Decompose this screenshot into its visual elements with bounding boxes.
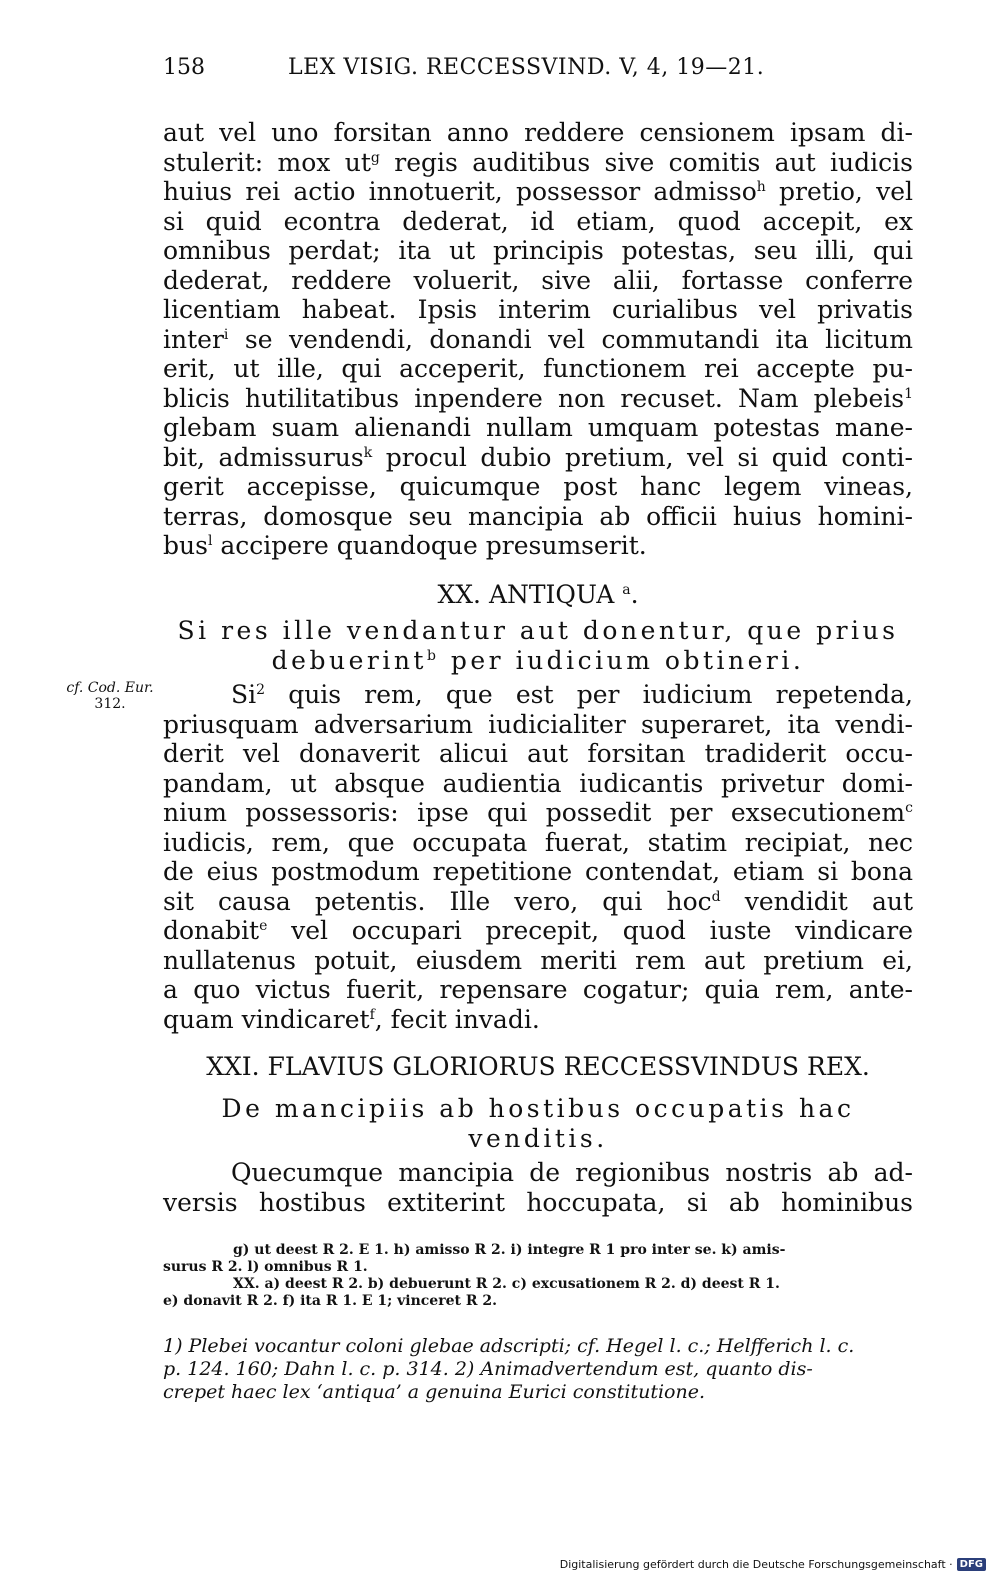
text-line: De mancipiis ab hostibus occupatis hac xyxy=(221,1094,855,1123)
text-line: si quid econtra dederat, id etiam, quod accepit, ex xyxy=(163,206,913,236)
footnote-line: crepet haec lex ‘antiqua’ a genuina Eurici constitutione. xyxy=(163,1381,706,1403)
footnote-marker: i xyxy=(223,326,229,343)
critical-apparatus xyxy=(163,1242,913,1310)
section-20-heading: XX. ANTIQUA $^a$. xyxy=(437,580,639,609)
text-line: stulerit: mox $ut^g$ regis auditibus sive comitis aut iudicis xyxy=(163,147,913,177)
text-line: Quecumque mancipia de regionibus nostris ab ad- xyxy=(231,1158,913,1187)
text-line: Si res ille vendantur aut donentur, que prius xyxy=(177,616,899,645)
footnote-marker: d xyxy=(711,888,721,905)
section-21-text xyxy=(163,1158,913,1217)
text-line: a quo victus fuerit, repensare cogatur; quia rem, ante- xyxy=(163,975,913,1004)
section-20-rubric xyxy=(163,616,913,675)
footnote-marker: 2 xyxy=(256,682,266,698)
text-line: huius rei actio innotuerit, possessor admisso$^h$ pretio, vel xyxy=(163,177,913,206)
margin-note xyxy=(55,680,165,712)
footnote-marker: g xyxy=(370,149,380,166)
text-line: blicis hutilitatibus inpendere non recuset. Nam plebeis$^1$ xyxy=(163,383,913,413)
apparatus-line: e) donavit R 2. f) ita R 1. E 1; vinceret R 2. xyxy=(163,1293,497,1309)
text-line: nullatenus potuit, eiusdem meriti rem aut pretium ei, xyxy=(163,945,913,975)
text-line: erit, ut ille, qui acceperit, functionem rei accepte pu- xyxy=(163,354,913,383)
text-line: bit, admissurus$^k$ procul dubio pretium, vel si quid conti- xyxy=(163,442,913,472)
apparatus-line: g) ut deest R 2. E 1. h) amisso R 2. i) integre R 1 pro inter se. k) amis- xyxy=(233,1242,786,1258)
text-line: iudicis, rem, que occupata fuerat, statim recipiat, nec xyxy=(163,827,913,857)
section-21-title: XXI. FLAVIUS GLORIORUS RECCESSVINDUS REX. xyxy=(206,1052,870,1081)
margin-note-ref: cf. Cod. Eur. xyxy=(66,680,154,696)
footnotes xyxy=(163,1335,913,1404)
text-line: versis hostibus extiterint hoccupata, si ab hominibus xyxy=(163,1187,913,1217)
text-line: quam vindicaret$^f$, fecit invadi. xyxy=(163,1004,540,1034)
paragraph-continuation xyxy=(163,118,913,561)
section-20-heading-note: a xyxy=(622,582,631,598)
footnote-marker: b xyxy=(426,647,440,664)
text-line: nium possessoris: ipse qui possedit per exsecutionem$^c$ xyxy=(163,798,913,827)
dfg-logo: DFG xyxy=(957,1558,986,1571)
text-line: priusquam adversarium iudicialiter superaret, ita vendi- xyxy=(163,709,913,739)
text-line: debuerint$^b$ per iudicium obtineri. xyxy=(271,645,805,675)
footnote-marker: k xyxy=(363,444,373,461)
page-number: 158 xyxy=(163,55,205,80)
text-line: sit causa petentis. Ille vero, qui hoc$^d$ vendidit aut xyxy=(163,886,913,916)
text-line: omnibus perdat; ita ut principis potestas, seu illi, qui xyxy=(163,236,913,265)
text-line: pandam, ut absque audientia iudicantis privetur domi- xyxy=(163,768,913,798)
footnote-marker: e xyxy=(259,918,268,934)
footnote-marker: l xyxy=(207,533,213,549)
margin-note-number: 312. xyxy=(94,696,126,712)
text-line: de eius postmodum repetitione contendat, etiam si bona xyxy=(163,857,913,886)
text-line: Si$^2$ quis rem, que est per iudicium repetenda, xyxy=(231,680,913,709)
digitization-credit xyxy=(560,1558,986,1571)
footnote-marker: f xyxy=(369,1006,375,1023)
footnote-marker: h xyxy=(756,179,766,195)
text-line: gerit accepisse, quicumque post hanc legem vineas, xyxy=(163,472,913,501)
text-line: glebam suam alienandi nullam umquam potestas mane- xyxy=(163,413,913,442)
text-line: inter$^i$ se vendendi, donandi vel commutandi ita licitum xyxy=(163,324,913,354)
credit-text: Digitalisierung gefördert durch die Deutsche Forschungsgemeinschaft · xyxy=(559,1558,953,1571)
text-line: derit vel donaverit alicui aut forsitan tradiderit occu- xyxy=(163,739,913,768)
text-line: terras, domosque seu mancipia ab officii huius homini- xyxy=(163,501,913,531)
text-line: donabit$^e$ vel occupari precepit, quod iuste vindicare xyxy=(163,916,913,945)
text-line: bus$^l$ accipere quandoque presumserit. xyxy=(163,531,647,560)
text-line: venditis. xyxy=(468,1123,608,1153)
apparatus-line: surus R 2. l) omnibus R 1. xyxy=(163,1259,368,1275)
section-21-rubric xyxy=(163,1094,913,1153)
apparatus-line: XX. a) deest R 2. b) debuerunt R 2. c) excusationem R 2. d) deest R 1. xyxy=(233,1276,780,1292)
text-line: dederat, reddere voluerit, sive alii, fortasse conferre xyxy=(163,265,913,295)
section-20-title: XX. ANTIQUA xyxy=(437,580,615,609)
text-line: licentiam habeat. Ipsis interim curialibus vel privatis xyxy=(163,295,913,324)
section-20-text xyxy=(163,680,913,1034)
section-21-heading xyxy=(163,1052,913,1082)
text-line: aut vel uno forsitan anno reddere censionem ipsam di- xyxy=(163,118,913,147)
footnote-line: 1) Plebei vocantur coloni glebae adscripti; cf. Hegel l. c.; Helfferich l. c. xyxy=(163,1335,855,1357)
running-title: LEX VISIG. RECCESSVIND. V, 4, 19—21. xyxy=(288,55,765,80)
footnote-marker: 1 xyxy=(904,385,913,402)
footnote-marker: c xyxy=(905,800,913,816)
footnote-line: p. 124. 160; Dahn l. c. p. 314. 2) Animadvertendum est, quanto dis- xyxy=(163,1358,813,1380)
